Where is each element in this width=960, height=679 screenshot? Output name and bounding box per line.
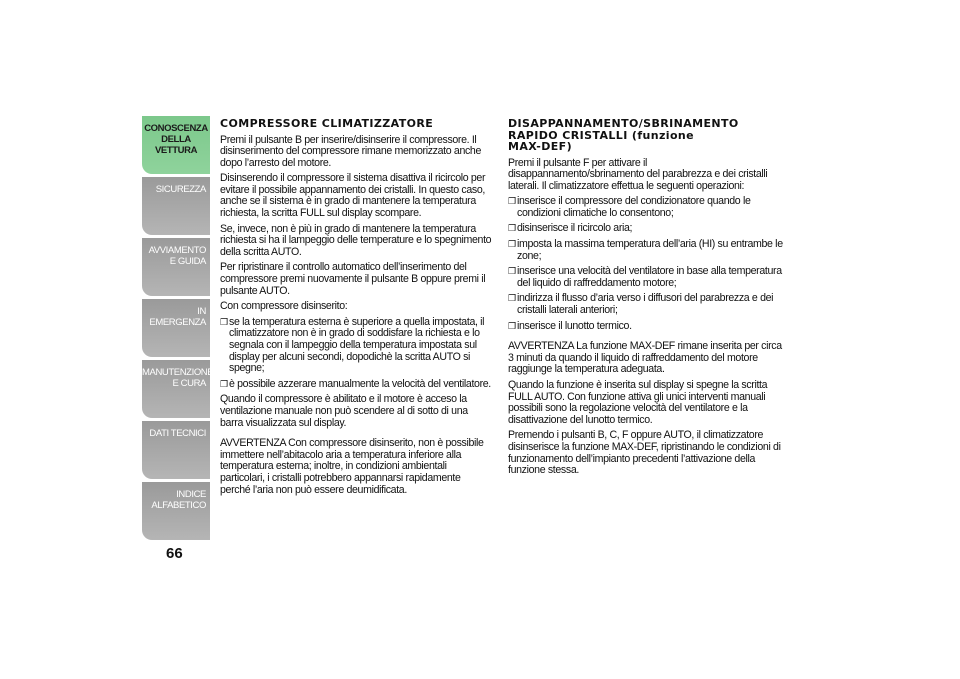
paragraph: Premi il pulsante B per inserire/disinserire il compressore. Il disinserimento del compressore rimane memorizzato anche dopo l’arresto del motore.	[220, 133, 482, 169]
tab-avviamento-e-guida[interactable]: AVVIAMENTO E GUIDA	[142, 238, 210, 296]
section-max-def	[508, 118, 784, 481]
warning-note: AVVERTENZA La funzione MAX-DEF rimane inserita per circa 3 minuti da quando il liquido di raffreddamento del motore raggiunge la temperatura adeguata.	[508, 340, 782, 376]
list-item-text: inserisce il compressore del condizionatore quando le condizioni climatiche lo consentono;	[517, 195, 751, 219]
checkbox-bullet-icon: ❒	[508, 239, 516, 250]
paragraph: Quando la funzione è inserita sul display si spegne la scritta FULL AUTO. Con funzione attiva gli unici interventi manuali possibili sono la regolazione velocità del ventilatore e la disattivazione del lunotto termico.	[508, 379, 768, 426]
paragraph: Con compressore disinserito:	[220, 300, 348, 313]
tab-in-emergenza[interactable]: IN EMERGENZA	[142, 299, 210, 357]
checkbox-bullet-icon: ❒	[220, 316, 228, 327]
heading-line: RAPIDO CRISTALLI (funzione	[508, 128, 695, 142]
section-compressore	[220, 118, 492, 500]
warning-note: AVVERTENZA Con compressore disinserito, non è possibile immettere nell’abitacolo aria a temperatura inferiore alla temperatura esterna; inoltre, in condizioni ambientali particolari, i cristalli potrebbero appannarsi rapidamente perché l’aria non può essere deumidificata.	[220, 437, 484, 496]
checkbox-bullet-icon: ❒	[508, 223, 516, 234]
list-item	[508, 223, 784, 235]
list-item	[508, 321, 784, 333]
section-heading	[508, 118, 784, 153]
tab-conoscenza-della-vettura[interactable]: CONOSCENZA DELLA VETTURA	[142, 116, 210, 174]
list-item	[508, 266, 784, 289]
checkbox-bullet-icon: ❒	[508, 320, 516, 331]
tab-dati-tecnici[interactable]: DATI TECNICI	[142, 421, 210, 479]
tab-sicurezza[interactable]: SICUREZZA	[142, 177, 210, 235]
list-item-text: se la temperatura esterna è superiore a quella impostata, il climatizzatore non è in grado di soddisfare la richiesta e lo segnala con il lampeggio della temperatura impostata sul display per alcuni secondi, dopodichè la scritta AUTO si spegne;	[229, 315, 485, 375]
list-item-text: è possibile azzerare manualmente la velocità del ventilatore.	[229, 377, 491, 390]
list-item	[220, 317, 492, 375]
tab-manutenzione-e-cura[interactable]: MANUTENZIONE E CURA	[142, 360, 210, 418]
paragraph: Quando il compressore è abilitato e il motore è acceso la ventilazione manuale non può scendere al di sotto di una barra visualizzata sul display.	[220, 393, 468, 429]
checkbox-bullet-icon: ❒	[508, 266, 516, 277]
checkbox-bullet-icon: ❒	[508, 196, 516, 207]
heading-line: DISAPPANNAMENTO/SBRINAMENTO	[508, 117, 739, 130]
section-heading: COMPRESSORE CLIMATIZZATORE	[220, 117, 434, 130]
paragraph: Premi il pulsante F per attivare il disappannamento/sbrinamento del parabrezza e dei cristalli laterali. Il climatizzatore effettua le seguenti operazioni:	[508, 156, 768, 192]
list-item	[508, 196, 784, 219]
list-item-text: disinserisce il ricircolo aria;	[517, 222, 633, 235]
list-item	[508, 293, 784, 316]
list-item-text: inserisce il lunotto termico.	[517, 319, 632, 332]
paragraph: Disinserendo il compressore il sistema disattiva il ricircolo per evitare il possibile appannamento dei cristalli. In questo caso, anche se il sistema è in grado di mantenere la temperatura richiesta, la scritta FULL sul display scompare.	[220, 172, 486, 220]
tab-indice-alfabetico[interactable]: INDICE ALFABETICO	[142, 482, 210, 540]
list-item-text: imposta la massima temperatura dell’aria (HI) su entrambe le zone;	[517, 238, 783, 262]
list-item-text: inserisce una velocità del ventilatore in base alla temperatura del liquido di raffreddamento motore;	[517, 265, 782, 289]
page-number: 66	[166, 545, 183, 562]
paragraph: Premendo i pulsanti B, C, F oppure AUTO, il climatizzatore disinserisce la funzione MAX-DEF, ripristinando le condizioni di funzionamento dell’impianto precedenti l’attivazione della funzione stessa.	[508, 429, 781, 477]
paragraph: Se, invece, non è più in grado di mantenere la temperatura richiesta si ha il lampeggio delle temperature e lo spegnimento della scritta AUTO.	[220, 222, 492, 258]
checkbox-bullet-icon: ❒	[508, 293, 516, 304]
list-item	[220, 379, 492, 391]
list-item-text: indirizza il flusso d’aria verso i diffusori del parabrezza e dei cristalli laterali anteriori;	[517, 292, 774, 317]
paragraph: Per ripristinare il controllo automatico dell’inserimento del compressore premi nuovamente il pulsante B oppure premi il pulsante AUTO.	[220, 261, 486, 297]
checkbox-bullet-icon: ❒	[220, 378, 228, 389]
list-item	[508, 239, 784, 262]
heading-line: MAX-DEF)	[508, 140, 572, 153]
